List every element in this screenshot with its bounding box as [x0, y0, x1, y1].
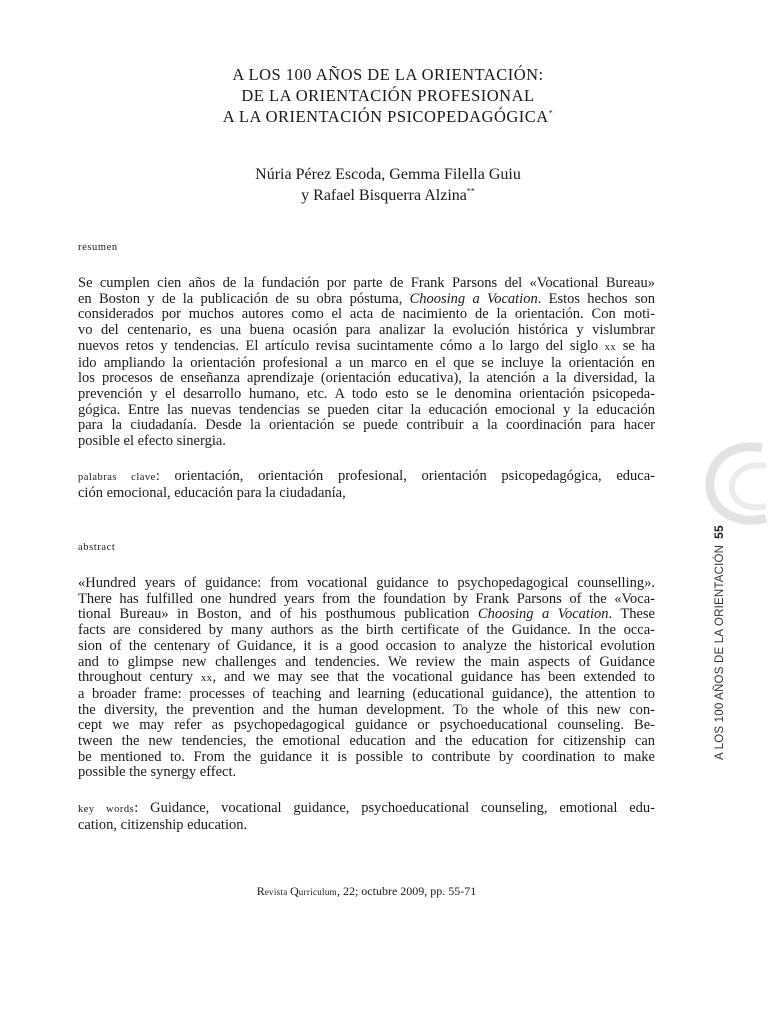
abstract-line: There has fulfilled one hundred years from the foundation by Frank Parsons of the «Voca-: [78, 590, 655, 607]
key-words: [78, 801, 655, 833]
abstract-label: abstract: [78, 542, 116, 553]
abstract-line: be mentioned to. From the guidance it is possible to contribute by coordination to make: [78, 748, 655, 765]
running-head-text: A LOS 100 AÑOS DE LA ORIENTACIÓN: [714, 544, 726, 760]
resumen-line: para la ciudadanía. Desde la orientación se puede contribuir a la coordinación para hacer: [78, 417, 655, 434]
abstract-line: facts are considered by many authors as the birth certificate of the Guidance. In the occa-: [78, 622, 655, 639]
resumen-paragraph: [78, 276, 655, 450]
resumen-line: [78, 292, 655, 308]
article-title: [100, 64, 676, 127]
journal-footer: [78, 884, 655, 899]
authors: [100, 164, 676, 206]
page-number: 55: [712, 525, 726, 539]
resumen-line: los procesos de enseñanza aprendizaje (orientación educativa), la atención a la diversidad, la: [78, 370, 655, 387]
resumen-line-text: nuevos retos y tendencias. El artículo revisa sucintamente cómo a lo largo del siglo: [78, 337, 605, 354]
resumen-line: ido ampliando la orientación profesional a un marco en el que se incluye la orientación en: [78, 354, 655, 371]
abstract-line-tail: . These: [608, 606, 655, 623]
book-title: Choosing a Vocation: [409, 290, 538, 307]
abstract-line: tween the new tendencies, the emotional education and the education for citizenship can: [78, 733, 655, 750]
abstract-line: a broader frame: processes of teaching and learning (educational guidance), the attention to: [78, 685, 655, 702]
book-title: Choosing a Vocation: [477, 606, 609, 623]
authors-line-2: [100, 185, 676, 206]
title-line-1: A LOS 100 AÑOS DE LA ORIENTACIÓN:: [232, 65, 544, 84]
title-line-3-text: A LA ORIENTACIÓN PSICOPEDAGÓGICA: [222, 107, 549, 126]
palabras-label: palabras clave: [78, 472, 156, 483]
journal-name: evista: [264, 887, 291, 897]
resumen-line: posible el efecto sinergia.: [78, 433, 226, 450]
resumen-line: [78, 339, 655, 356]
abstract-line: and to glimpse new challenges and tendencies. We review the main aspects of Guidance: [78, 653, 655, 670]
title-line-2: DE LA ORIENTACIÓN PROFESIONAL: [241, 86, 535, 105]
decorative-swirl-icon: [700, 440, 768, 530]
title-footnote-mark: *: [548, 108, 554, 118]
abstract-line: «Hundred years of guidance: from vocational guidance to psychopedagogical counselling».: [78, 575, 655, 591]
century-numeral: xx: [200, 673, 213, 685]
keywords-text: : Guidance, vocational guidance, psychoeducational counseling, emotional edu-: [134, 800, 655, 816]
resumen-line: prevención y el desarrollo humano, etc. A todo esto se le denomina orientación psicopeda-: [78, 385, 655, 402]
abstract-line-text: tional Bureau» in Boston, and of his posthumous publication: [78, 606, 478, 623]
title-line-3: [100, 106, 676, 127]
journal-initial: R: [256, 884, 265, 898]
abstract-line-text: throughout century: [78, 669, 201, 686]
abstract-line: [78, 670, 655, 687]
resumen-line-text: en Boston y de la publicación de su obra póstuma,: [78, 290, 410, 307]
resumen-label: resumen: [78, 242, 118, 253]
authors-line-1: Núria Pérez Escoda, Gemma Filella Guiu: [255, 166, 521, 183]
authors-line-2-text: y Rafael Bisquerra Alzina: [301, 187, 467, 204]
resumen-line: vo del centenario, es una buena ocasión para analizar la evolución histórica y vislumbrar: [78, 322, 655, 339]
palabras-line: ción emocional, educación para la ciudadanía,: [78, 484, 346, 501]
resumen-line-tail: se ha: [616, 337, 656, 354]
resumen-line-tail: . Estos hechos son: [537, 290, 655, 307]
century-numeral: xx: [604, 341, 617, 353]
journal-details: , 22; octubre 2009, pp. 55-71: [336, 884, 477, 898]
palabras-text: : orientación, orientación profesional, orientación psicopedagógica, educa-: [155, 468, 656, 484]
keywords-line: cation, citizenship education.: [78, 816, 248, 833]
abstract-line: possible the synergy effect.: [78, 764, 237, 781]
abstract-paragraph: [78, 576, 655, 781]
keywords-label: key words: [78, 804, 135, 815]
resumen-line: considerados por muchos autores como el acta de nacimiento de la orientación. Con moti-: [78, 306, 655, 323]
abstract-line: sion of the centenary of Guidance, it is a good occasion to analyze the historical evolution: [78, 637, 655, 654]
resumen-line: gógica. Entre las nuevas tendencias se pueden citar la educación emocional y la educación: [78, 401, 655, 418]
abstract-line-tail: , and we may see that the vocational guidance has been extended to: [212, 669, 655, 686]
palabras-line: [78, 469, 655, 486]
abstract-line: cept we may refer as psychopedagogical guidance or psychoeducational counseling. Be-: [78, 717, 655, 734]
abstract-line: [78, 607, 655, 623]
resumen-line: Se cumplen cien años de la fundación por parte de Frank Parsons del «Vocational Bureau»: [78, 275, 655, 291]
keywords-line: [78, 801, 655, 818]
journal-name-2: urriculum: [298, 887, 337, 897]
palabras-clave: [78, 469, 655, 501]
abstract-line: the diversity, the prevention and the human development. To the whole of this new con-: [78, 701, 655, 718]
authors-footnote-mark: **: [466, 186, 475, 196]
running-head: [712, 525, 726, 760]
journal-initial-2: Q: [290, 884, 299, 898]
